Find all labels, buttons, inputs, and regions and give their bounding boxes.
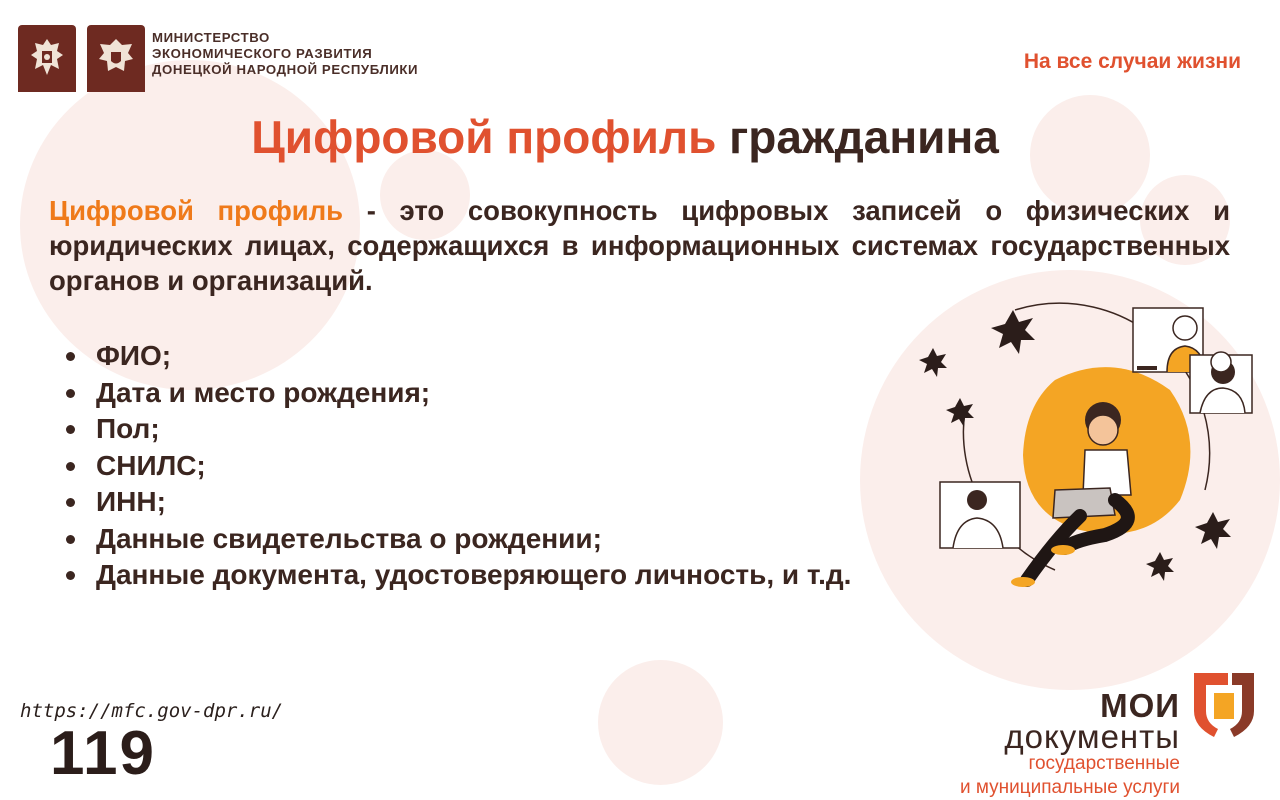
brand-line2: документы <box>1004 718 1180 755</box>
site-url[interactable]: https://mfc.gov-dpr.ru/ <box>20 700 284 722</box>
dpr-emblem-icon <box>87 25 145 92</box>
brand-sub1: государственные <box>1028 753 1180 774</box>
definition-term: Цифровой профиль <box>49 195 344 226</box>
bullet-icon <box>66 425 75 434</box>
list-item <box>62 484 851 521</box>
list-item <box>62 411 851 448</box>
hotline-number: 119 <box>50 719 157 788</box>
definition-paragraph <box>49 193 1230 298</box>
list-item-text: Данные свидетельства о рождении; <box>96 522 602 554</box>
slogan: На все случаи жизни <box>1023 50 1241 73</box>
ministry-line: ЭКОНОМИЧЕСКОГО РАЗВИТИЯ <box>152 46 373 61</box>
ministry-line: МИНИСТЕРСТВО <box>152 30 270 45</box>
bullet-icon <box>66 462 75 471</box>
definition-text: - это совокупность цифровых записей о физических и юридических лицах, содержащихся в информационных системах государственных органов и организаций. <box>49 195 1230 296</box>
list-item <box>62 521 851 558</box>
bullet-icon <box>66 571 75 580</box>
list-item <box>62 338 851 375</box>
data-items-list <box>62 338 851 594</box>
bullet-icon <box>66 498 75 507</box>
list-item-text: Дата и место рождения; <box>96 376 431 408</box>
list-item-text: Пол; <box>96 413 160 444</box>
list-item <box>62 557 851 594</box>
brand-line1: МОИ <box>1100 687 1180 724</box>
bullet-icon <box>66 352 75 361</box>
video-call-illustration <box>905 290 1255 590</box>
bullet-icon <box>66 535 75 544</box>
moi-dokumenty-logo-icon <box>1188 665 1260 737</box>
ministry-name <box>152 30 472 78</box>
list-item-text: Данные документа, удостоверяющего личность, и т.д. <box>96 559 852 590</box>
list-item-text: СНИЛС; <box>96 449 206 481</box>
russia-emblem-icon <box>18 25 76 92</box>
list-item-text: ИНН; <box>96 486 166 517</box>
brand-sub2: и муниципальные услуги <box>959 777 1180 798</box>
bg-circle <box>598 660 723 785</box>
list-item <box>62 375 851 412</box>
ministry-line: ДОНЕЦКОЙ НАРОДНОЙ РЕСПУБЛИКИ <box>152 62 419 77</box>
list-item <box>62 448 851 485</box>
title-rest: гражданина <box>729 111 999 163</box>
page-title <box>0 110 1250 164</box>
list-item-text: ФИО; <box>96 340 172 371</box>
title-accent: Цифровой профиль <box>251 111 717 163</box>
bullet-icon <box>66 389 75 398</box>
moi-dokumenty-brand <box>959 687 1180 800</box>
